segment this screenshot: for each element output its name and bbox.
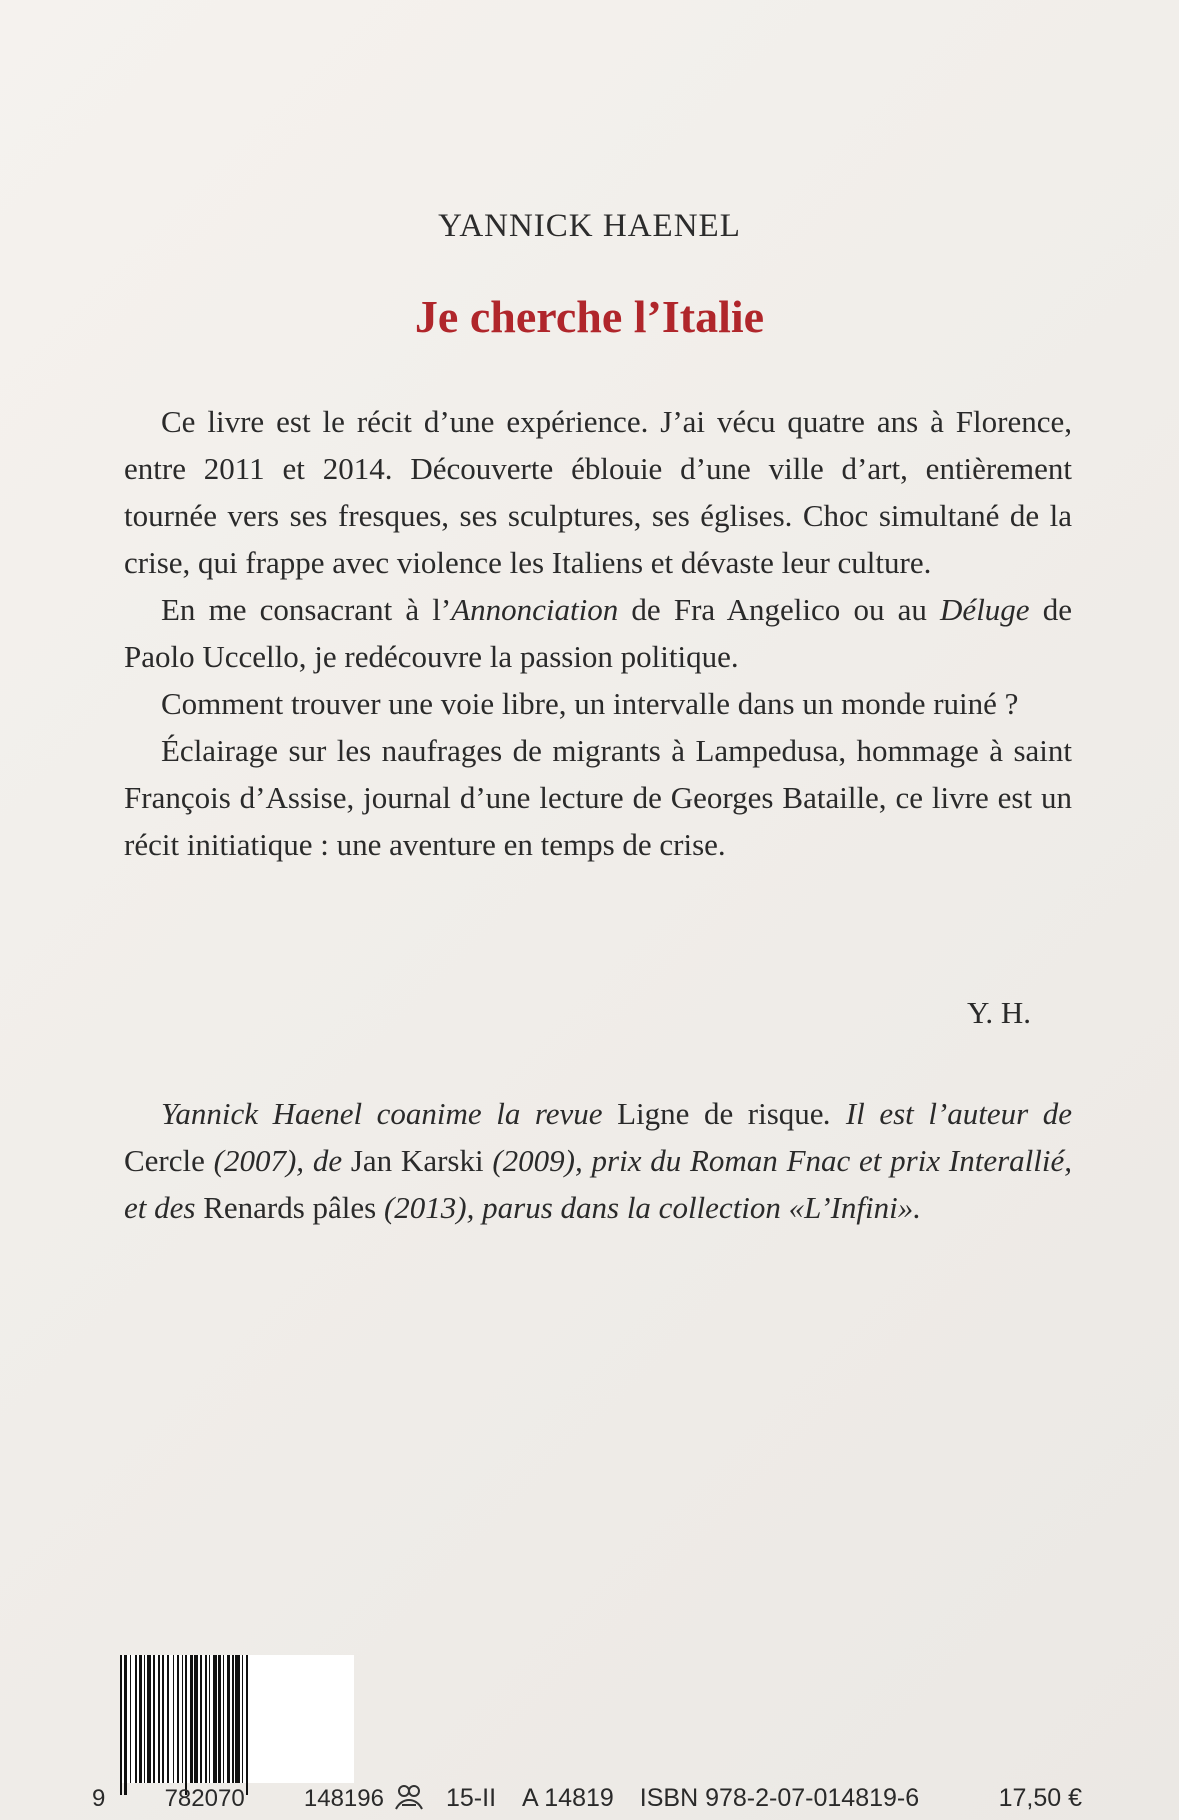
reference-number: A 14819	[522, 1783, 614, 1812]
bio-work-title: Jan Karski	[350, 1143, 484, 1178]
publisher-line	[392, 1783, 1082, 1813]
book-title: Je cherche l’Italie	[414, 291, 765, 342]
blurb	[124, 398, 1072, 868]
blurb-text: de Fra Angelico ou au	[618, 592, 941, 627]
price: 17,50 €	[998, 1783, 1082, 1812]
bio-text: (2013), parus dans la collection «L’Infini».	[376, 1190, 921, 1225]
blurb-paragraph-4: Éclairage sur les naufrages de migrants à Lampedusa, hommage à saint François d’Assise, journal d’une lecture de Georges Bataille, ce livre est un récit initiatique : une aventure en temps de crise.	[124, 733, 1072, 862]
blurb-paragraph-2	[124, 586, 1072, 680]
bio-work-title: Ligne de risque	[617, 1096, 824, 1131]
bio-text: Yannick Haenel coanime la revue	[161, 1096, 618, 1131]
barcode-bar	[248, 1655, 250, 1795]
artwork-title: Déluge	[940, 592, 1030, 627]
bio-text: (2009), prix du Roman Fnac et prix Interallié, et des	[124, 1143, 1072, 1225]
blurb-paragraph-1: Ce livre est le récit d’une expérience. J’ai vécu quatre ans à Florence, entre 2011 et 2014. Découverte éblouie d’une ville d’art, entièrement tournée vers ses fresques, ses sculptures, ses églises. Choc simultané de la crise, qui frappe avec violence les Italiens et dévaste leur culture.	[124, 404, 1072, 580]
blurb-text: En me consacrant à l’	[161, 592, 452, 627]
bio-text: . Il est l’auteur de	[823, 1096, 1072, 1131]
bio-work-title: Cercle	[124, 1143, 205, 1178]
author-bio	[124, 1090, 1072, 1231]
bio-work-title: Renards pâles	[203, 1190, 377, 1225]
bio-text: (2007), de	[204, 1143, 351, 1178]
blurb-paragraph-3: Comment trouver une voie libre, un intervalle dans un monde ruiné ?	[161, 686, 1019, 721]
signature-initials: Y. H.	[966, 995, 1031, 1030]
isbn: ISBN 978-2-07-014819-6	[639, 1783, 920, 1812]
publisher-logo-icon	[392, 1783, 426, 1813]
ean-digits	[92, 1785, 384, 1813]
print-code: 15-II	[446, 1783, 497, 1812]
blurb-text: de Paolo Uccello, je redécouvre la passion politique.	[124, 592, 1073, 674]
author-name: YANNICK HAENEL	[438, 208, 741, 244]
ean-digit-group: 782070	[164, 1785, 245, 1812]
ean-digit-group: 148196	[303, 1785, 384, 1812]
barcode-bars	[120, 1655, 354, 1783]
barcode	[92, 1655, 384, 1810]
artwork-title: Annonciation	[451, 592, 619, 627]
ean-digit-group: 9	[92, 1785, 106, 1812]
